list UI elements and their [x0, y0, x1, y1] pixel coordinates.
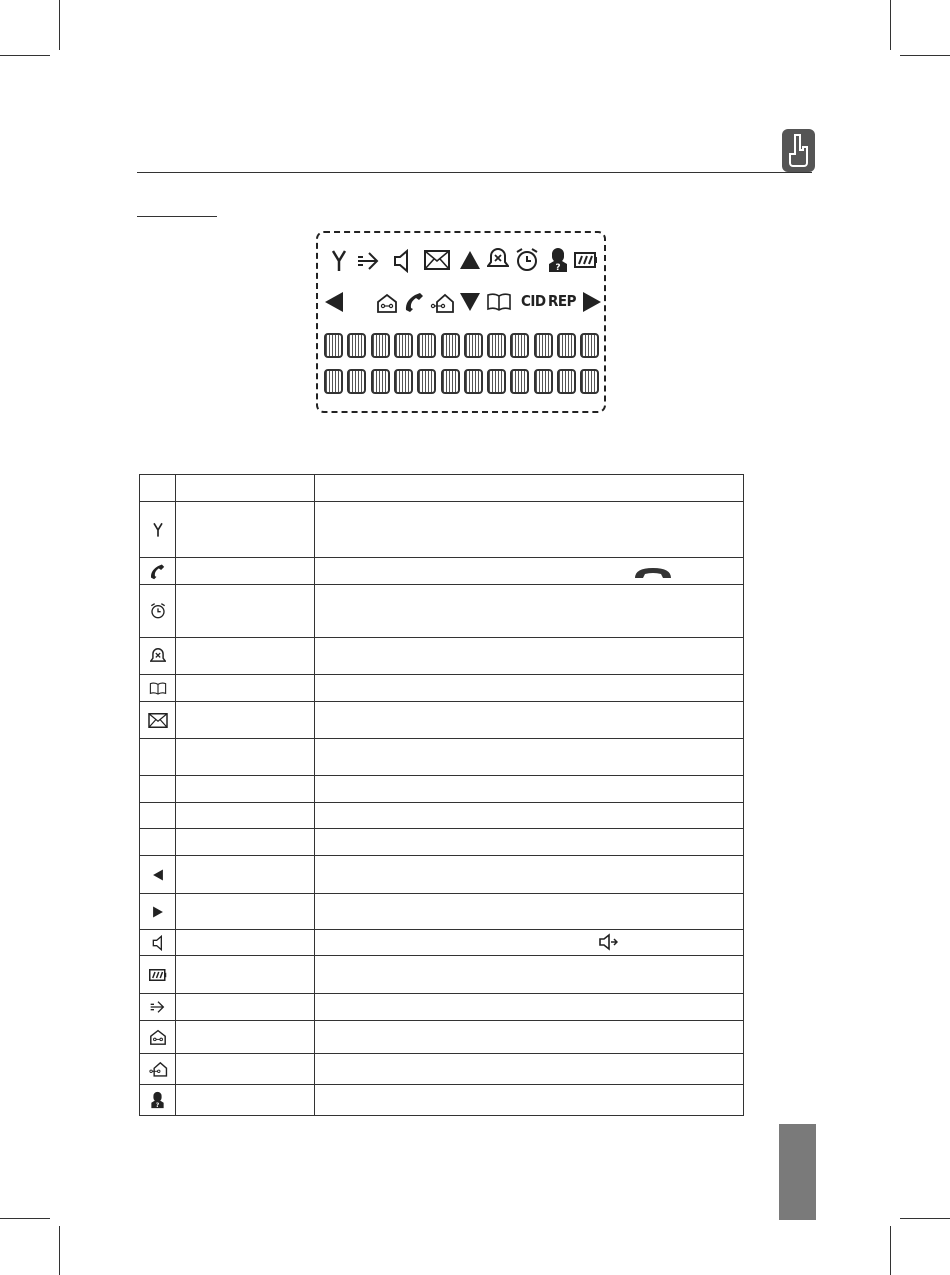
hand-pointer-icon	[782, 129, 815, 172]
right-arrow-icon	[582, 291, 602, 313]
alarm-clock-icon	[515, 247, 539, 273]
character-segment	[557, 369, 576, 394]
icon-cell	[140, 930, 176, 956]
battery-icon	[140, 969, 175, 981]
ringer-off-icon	[487, 247, 509, 271]
character-segment	[487, 333, 506, 358]
crop-mark	[890, 0, 891, 50]
icon-description-cell	[315, 585, 744, 638]
icon-name-cell	[176, 803, 315, 829]
antenna-icon	[140, 522, 175, 538]
character-segment	[557, 333, 576, 358]
hand-pointer-tab	[782, 129, 815, 172]
crop-mark	[890, 1226, 891, 1275]
intercom-house-icon	[140, 1029, 175, 1045]
icon-description-cell	[315, 894, 744, 930]
table-row	[140, 638, 744, 675]
character-segment	[394, 369, 413, 394]
icon-name-cell	[176, 675, 315, 702]
header-rule	[137, 172, 812, 173]
character-segment	[417, 333, 436, 358]
crop-mark	[0, 1218, 50, 1219]
side-tab	[779, 1124, 816, 1220]
icon-description-cell	[315, 739, 744, 776]
icon-name-cell	[176, 956, 315, 994]
icon-cell	[140, 702, 176, 739]
icon-cell	[140, 994, 176, 1021]
cid-label: CID	[521, 292, 546, 310]
icon-cell	[140, 1054, 176, 1085]
table-header-cell	[176, 475, 315, 502]
icon-name-cell	[176, 702, 315, 739]
hang-up-handset-icon	[633, 566, 673, 579]
icon-name-cell	[176, 1085, 315, 1116]
icon-description-cell	[315, 803, 744, 829]
crop-mark	[900, 1218, 950, 1219]
svg-text:?: ?	[555, 263, 561, 273]
character-segment	[417, 369, 436, 394]
character-segment	[464, 369, 483, 394]
icon-description-cell	[315, 956, 744, 994]
character-segment	[371, 333, 390, 358]
table-row	[140, 803, 744, 829]
section-heading-rule	[137, 216, 217, 217]
icon-cell	[140, 856, 176, 894]
icon-name-cell	[176, 638, 315, 675]
icon-cell	[140, 894, 176, 930]
character-segment	[394, 333, 413, 358]
ringer-off-icon	[140, 647, 175, 665]
right-arrow-icon	[140, 906, 175, 918]
icon-description-cell	[315, 1085, 744, 1116]
antenna-icon	[331, 249, 347, 273]
table-row	[140, 930, 744, 956]
icon-description-cell	[315, 776, 744, 803]
icon-cell	[140, 675, 176, 702]
character-segment	[324, 333, 343, 358]
phonebook-icon	[140, 682, 175, 695]
icon-cell	[140, 956, 176, 994]
icon-description-cell	[315, 994, 744, 1021]
icon-description-cell	[315, 856, 744, 894]
character-segment	[510, 333, 529, 358]
character-segment	[487, 369, 506, 394]
icon-cell	[140, 803, 176, 829]
external-house-icon	[429, 293, 455, 313]
envelope-icon	[140, 713, 175, 728]
icon-name-cell	[176, 585, 315, 638]
character-segment	[324, 369, 343, 394]
speakerphone-key-icon	[598, 933, 618, 951]
icon-description-cell	[315, 558, 744, 585]
icon-name-cell	[176, 994, 315, 1021]
table-header-cell	[315, 475, 744, 502]
alarm-clock-icon	[140, 602, 175, 620]
icon-name-cell	[176, 894, 315, 930]
speaker-icon	[392, 249, 412, 273]
icon-name-cell	[176, 930, 315, 956]
icon-description-cell	[315, 930, 744, 956]
icon-description-cell	[315, 502, 744, 558]
character-segment	[580, 369, 599, 394]
character-segment	[371, 369, 390, 394]
transfer-arrow-icon	[140, 999, 175, 1015]
icon-name-cell	[176, 1054, 315, 1085]
rep-label: REP	[548, 292, 577, 310]
table-row	[140, 675, 744, 702]
icon-description-cell	[315, 829, 744, 856]
table-row	[140, 994, 744, 1021]
crop-mark	[900, 55, 950, 56]
character-segment	[534, 369, 553, 394]
table-row	[140, 856, 744, 894]
intercom-house-icon	[376, 293, 398, 313]
icon-name-cell	[176, 739, 315, 776]
handset-icon	[403, 291, 427, 313]
icon-name-cell	[176, 502, 315, 558]
table-row	[140, 894, 744, 930]
character-segment	[347, 369, 366, 394]
external-house-icon	[140, 1061, 175, 1077]
table-row	[140, 1054, 744, 1085]
table-row	[140, 956, 744, 994]
table-row	[140, 829, 744, 856]
icon-name-cell	[176, 829, 315, 856]
table-header-cell	[140, 475, 176, 502]
crop-mark	[0, 55, 50, 56]
icon-cell	[140, 739, 176, 776]
character-segment	[441, 369, 460, 394]
icon-cell	[140, 558, 176, 585]
icon-description-cell	[315, 675, 744, 702]
icon-name-cell	[176, 1021, 315, 1054]
icon-cell	[140, 638, 176, 675]
down-triangle-icon	[459, 292, 481, 312]
table-row	[140, 776, 744, 803]
character-segment	[580, 333, 599, 358]
character-segment	[441, 333, 460, 358]
speaker-icon	[140, 935, 175, 951]
left-arrow-icon	[324, 291, 344, 313]
battery-icon	[574, 252, 598, 268]
icon-cell	[140, 1085, 176, 1116]
icon-name-cell	[176, 558, 315, 585]
icon-description-cell	[315, 1021, 744, 1054]
svg-text:?: ?	[155, 1101, 160, 1109]
icon-cell	[140, 502, 176, 558]
table-row	[140, 502, 744, 558]
icon-cell	[140, 585, 176, 638]
table-row	[140, 702, 744, 739]
icon-description-cell	[315, 638, 744, 675]
table-row	[140, 739, 744, 776]
table-row	[140, 1021, 744, 1054]
crop-mark	[59, 0, 60, 50]
table-row	[140, 1085, 744, 1116]
lcd-display	[316, 231, 606, 413]
character-segment	[347, 333, 366, 358]
crop-mark	[59, 1226, 60, 1275]
phonebook-icon	[486, 293, 512, 311]
table-row	[140, 585, 744, 638]
unknown-caller-icon	[140, 1091, 175, 1109]
icon-name-cell	[176, 856, 315, 894]
character-segment	[464, 333, 483, 358]
icon-cell	[140, 1021, 176, 1054]
character-segment	[534, 333, 553, 358]
handset-icon	[140, 563, 175, 580]
up-triangle-icon	[459, 250, 481, 270]
icon-name-cell	[176, 776, 315, 803]
character-segment	[510, 369, 529, 394]
unknown-caller-icon	[547, 247, 569, 273]
envelope-icon	[424, 250, 450, 270]
left-arrow-icon	[140, 869, 175, 881]
icon-description-cell	[315, 1054, 744, 1085]
icon-cell	[140, 829, 176, 856]
icon-description-cell	[315, 702, 744, 739]
transfer-arrow-icon	[356, 249, 382, 273]
table-header-row	[140, 475, 744, 502]
icon-cell	[140, 776, 176, 803]
